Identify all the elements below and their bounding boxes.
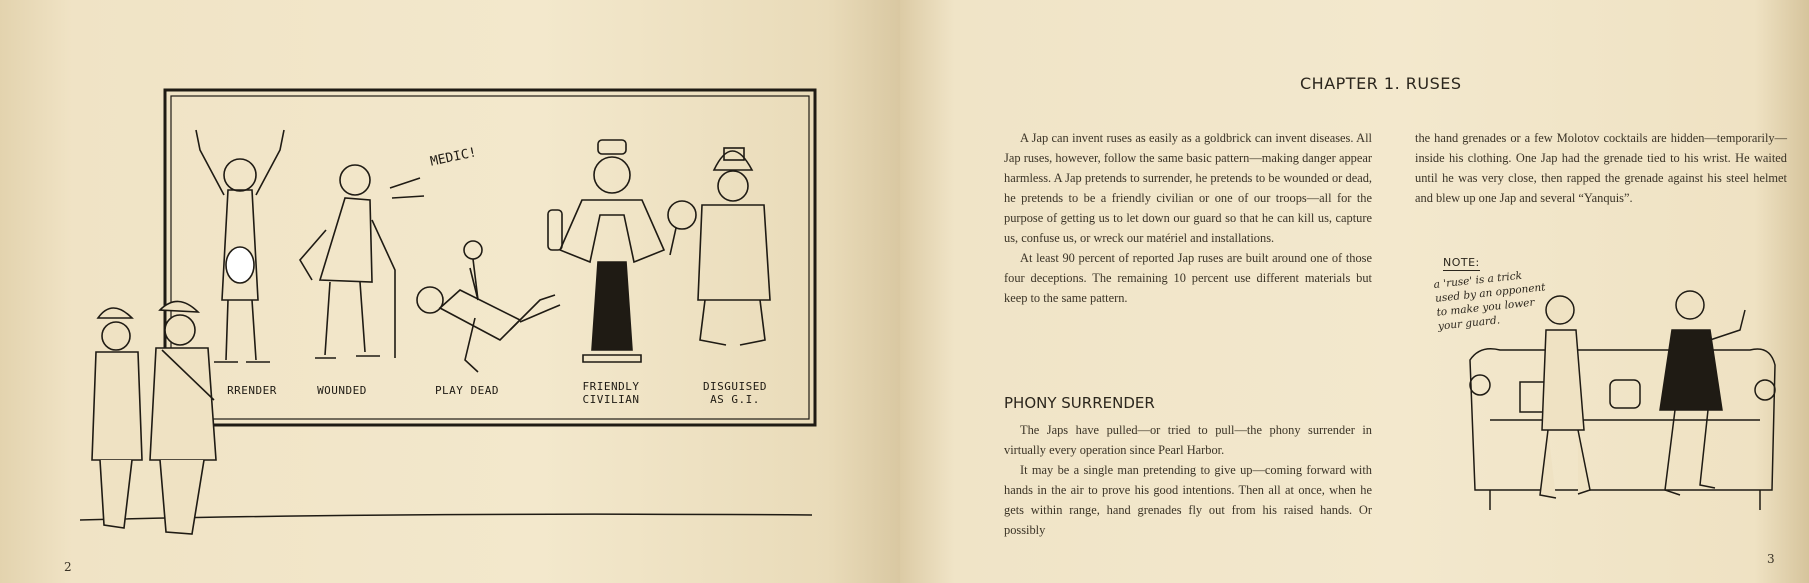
paragraph-ninety-percent: At least 90 percent of reported Jap ruses are built around one of those four deceptions. The remaining 10 percent use different materials but keep to the same pattern. [1004,251,1372,305]
chapter-title: CHAPTER 1. RUSES [1300,74,1462,93]
page-number-right: 3 [1767,552,1775,566]
surrender-figure [196,130,284,362]
note-label: NOTE: [1443,256,1480,269]
caption-disguised: DISGUISED [702,380,768,393]
sofa-couple-illustration [1460,290,1780,540]
friendly-civilian-figure [548,140,696,362]
caption-wounded: WOUNDED [317,384,367,397]
soldier-2-figure [150,301,216,534]
caption-friendly-civilian [566,380,656,406]
paragraph-grenade-continuation: the hand grenades or a few Molotov cocktails are hidden—temporarily—inside his clothing. One Jap had the grenade tied to his wrist. He waited until he was very close, then rapped the grenade against his steel helmet and blew up one Jap and several “Yanquis”. [1415,131,1787,205]
section-heading-phony-surrender: PHONY SURRENDER [1004,394,1155,412]
note-handwritten-text: a 'ruse' is a trick used by an opponent to make you lower your guard. [1433,269,1547,333]
caption-surrender: RRENDER [227,384,277,397]
caption-as-gi: AS G.I. [710,393,760,406]
paragraph-ruses-intro: A Jap can invent ruses as easily as a goldbrick can invent diseases. All Jap ruses, however, follow the same basic pattern—making danger appear harmless. A Jap pretends to surrender, he pretends to be wounded or dead, he pretends to be a friendly civilian or one of our troops—all for the purpose of getting us to let down our guard so that he can kill us, capture us, confuse us, or wreck our matériel and installations. [1004,131,1372,245]
page-number-left: 2 [64,560,72,574]
caption-disguised-gi [690,380,780,406]
disguised-gi-figure [698,148,770,345]
paragraph-phony-surrender-2: It may be a single man pretending to give up—coming forward with hands in the air to prove his good intentions. Then all at once, when he gets within range, hand grenades fly out from his raised hands. Or possibly [1004,463,1372,537]
soldier-1-figure [92,308,142,528]
body-column-2 [1415,128,1787,208]
body-column-1 [1004,128,1372,308]
sofa-cushion-right [1610,380,1640,408]
ruses-cartoon-illustration [0,0,900,583]
man-figure [1540,296,1590,498]
poster-inner-frame [171,96,809,419]
wounded-figure [300,165,424,358]
medic-shout: MEDIC! [428,145,479,170]
body-column-3 [1004,420,1372,540]
paragraph-phony-surrender-1: The Japs have pulled—or tried to pull—the phony surrender in virtually every operation since Pearl Harbor. [1004,423,1372,457]
left-page [0,0,900,583]
caption-play-dead: PLAY DEAD [434,384,500,397]
caption-civilian: CIVILIAN [582,393,640,406]
poster-frame [165,90,815,425]
play-dead-figure [417,241,560,372]
woman-figure [1660,291,1745,495]
caption-friendly: FRIENDLY [582,380,640,393]
